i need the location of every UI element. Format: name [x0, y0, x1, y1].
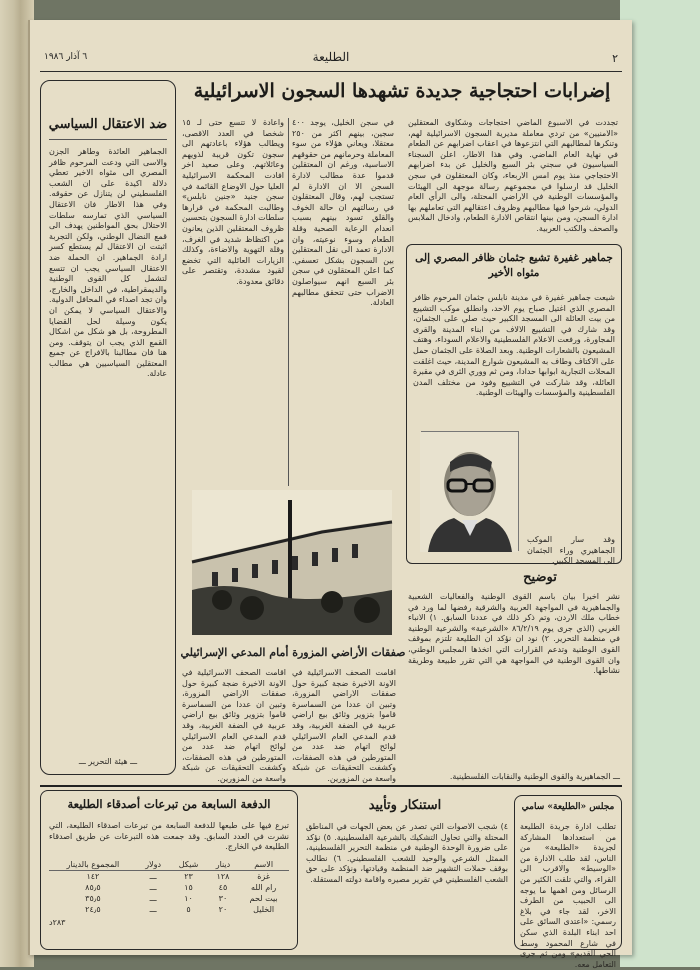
thanks-body: تطلب ادارة جريدة الطليعة من استعدادها المشاركة لجريدة «الطليعة» من الناس، لقد طلب الادارة من «الوسيط» والاقرب الى القراء، والتي تلقت الكثير من الرسائل ومن اهمها ما يوجه الى الحبيب من الطرف الاخر، لقد جاء في بلاغ رسمي: «اعتدى السائق على احد ابناء البلدة الذي سكن في شارع المحمود وسط الحي القديم» ومن ثم جرى التعامل معه. [520, 822, 616, 969]
street-photo [192, 490, 392, 635]
thanks-title: مجلس «الطليعة» سامي [521, 802, 615, 812]
portrait-photo [421, 431, 519, 551]
col-dinar: دينار [208, 859, 239, 871]
photo-article: اقامت الصحف الاسرائيلية في الاونة الاخيرة ضجة كبيرة حول صفقات الاراضي المزورة، وتبين ان عددا من السماسرة قاموا بتزوير وثائق بيع اراضي عربية في الضفة الغربية، وقد قدم المدعي العام الاسرائيلي لوائح اتهام ضد عدد من المتورطين في هذه الصفقات، وكشفت التحقيقات عن شبكة واسعة من المزورين. [292, 668, 396, 783]
obituary-headline: جماهير غفيرة تشيع جثمان ظافر المصري إلى مثواه الأخير [415, 252, 613, 279]
col-name: الاسم [238, 859, 289, 871]
obituary-caption: وقد سار الموكب الجماهيري وراء الجثمان الى المسجد الكبير. [527, 535, 615, 566]
left-column-body: الجماهير العائدة وطاهر الجزن والاسى التي ودعت المرحوم ظافر المصري الى مثواه الاخير تعطي دلالة اكيدة على ان الشعب الفلسطيني لن يتنازل عن حقوقه. وفي هذا الاطار فان الاعتقال السياسي الذي تمارسه سلطات الاحتلال بحق المواطنين يهدف الى قمع النضال الوطني، ولكن التجربة اثبتت ان الاعتقال لم يستطع كسر ارادة الجماهير. ان الحملة ضد الاعتقال السياسي يجب ان تتسع لتشمل كل القوى الوطنية والديمقراطية، في الداخل والخارج، وان تجد اصداء في المحافل الدولية. والاعتقال السياسي لا يمكن ان يكون وسيلة لحل القضايا المطروحة، بل هو شكل من اشكال القمع الذي يجب ان يتوقف. ومن هنا فان مطالبنا بالافراج عن جميع المعتقلين السياسيين هي مطالب عادلة. [49, 147, 167, 379]
table-row: الخليل ٢٠ ٥ ـــ ٢٤٫٥ [85, 905, 275, 914]
table-row: رام الله ٤٥ ١٥ ـــ ٨٥٫٥ [85, 883, 277, 892]
left-column-signature: ـــ هيئة التحرير ـــ [78, 757, 138, 767]
col-shekel: شيكل [169, 859, 207, 871]
main-article-col1: تجددت في الاسبوع الماضي احتجاجات وشكاوى المعتقلين «الامنيين» من تردي معاملة مديرية السجون الاسرائيلية لهم، وتنكرها لمطالبهم التي انتزعوها في اعقاب اضرابهم عن الطعام في نهاية العام الماضي. وفي هذا الاطار، اعلن السجناء السياسيون في سجني بئر السبع والخليل عن بدء اضرابهم الاحتجاجي منذ يوم امس الاربعاء، وكان المعتقلون في سجن الخليل قد ارسلوا في مجموعهم رسالة موجهة الى الهيئات والمؤسسات الوطنية في الاراضي المحتلة، والى الرأي العام الدولي، شرحوا فيها مطالبهم وظروف اعتقالهم التي تعاملهم بها ادارة السجن، ومن بينها انتقاص الادارة الطعام، وادخال الملابس والصحف والكتب العربية. [408, 118, 618, 233]
donations-title: الدفعة السابعة من تبرعات أصدقاء الطليعة [67, 797, 271, 811]
clarification-list: ـــ الجماهيرية والقوى الوطنية والنقابات الفلسطينية. [449, 772, 620, 781]
bottom-rule [40, 785, 622, 787]
background-green [620, 0, 700, 967]
newspaper-page [28, 20, 632, 969]
column-rule [288, 118, 289, 486]
street-image [192, 490, 392, 635]
photo-caption: صفقات الأراضي المزورة أمام المدعي الإسرائيلي [180, 646, 406, 659]
thanks-box [514, 795, 622, 969]
table-row: بيت لحم ٣٠ ١٠ ـــ ٣٥٫٥ [85, 894, 278, 903]
donations-table [49, 859, 289, 939]
left-column-title: ضد الاعتقال السياسي [48, 117, 168, 132]
support-title: استنكار وتأييد [368, 798, 442, 813]
main-article-col3: واعادة لا تتسع حتى لـ ١٥ شخصا في العدد الاقصى، ويطالب هؤلاء باعادتهم الى سجون تكون قريبة لذويهم وعائلاتهم. وعلى صعيد اخر افادت المحكمة الاسرائيلية العليا حول الاوضاع القائمة في سجن جنيد «جنين نابلس» وطالبت المحكمة في قرارها سلطات ادارة السجون بتحسين ظروف المعتقلين الذين يعانون من اكتظاظ شديد في الغرف، وقلة التهوية والاضاءة، وكذلك الزيارات العائلية التي تخضع لقيود مشددة، وتقتصر على دقائق معدودة. [182, 118, 284, 286]
donations-intro: تبرع فيها على طبعها للدفعة السابعة من تبرعات اصدقاء الطليعة، التي نشرت في العدد السابق. وقد جمعت هذه التبرعات عن طريق اصدقاء الطليعة في الخارج. [49, 821, 289, 852]
donations-box [40, 790, 298, 950]
main-headline: إضرابات احتجاجية جديدة تشهدها السجون الاسرائيلية [193, 80, 611, 102]
page-number: ٢ [612, 52, 618, 65]
donations-total: ٢٨٣د [49, 918, 66, 927]
col-total: المجموع بالدينار [49, 859, 137, 871]
issue-date: ٦ آذار ١٩٨٦ [44, 52, 88, 62]
main-article-col2: في سجن الخليل، يوجد ٤٠٠ سجين، بينهم اكثر من ٢٥٠ معتقلا، ويعاني هؤلاء من سوء المعاملة وحرمانهم من حقوقهم الاساسية، ورغم ان المعتقلين قدموا عدة مطالب لادارة السجن الا ان الادارة لم تستجب لهم، وقال المعتقلون في رسالتهم ان حالة الخوف والقلق تسود بينهم بسبب انعدام الرعاية الصحية وقلة الطعام وسوء نوعيته، وان الادارة تعمد الى نقل المعتقلين بين السجون بشكل تعسفي. كما اعلن المعتقلون في سجن بئر السبع انهم سيواصلون الاضراب حتى تتحقق مطالبهم العادلة. [292, 118, 394, 308]
page-header [40, 50, 622, 72]
obituary-body: شيعت جماهير غفيرة في مدينة نابلس جثمان المرحوم ظافر المصري الذي اغتيل صباح يوم الاحد، وانطلق موكب التشييع من بيت العائلة الى المسجد الكبير حيث صلي على الجثمان، وقد شارك في التشييع الالاف من ابناء المدينة والقرى المجاورة، ورفعت الاعلام الفلسطينية والاعلام السوداء، وهتف المشيعون بالشعارات الوطنية. وبعد الصلاة على الجثمان حمل على الاكتاف وطاف به المشيعون شوارع المدينة، حيث اغلقت المحلات التجارية ابوابها حدادا، ومن ثم ووري الثرى في مقبرة العائلة، وقد شاركت في التشييع وفود من مختلف المدن الفلسطينية والمؤسسات والهيئات الوطنية. [413, 293, 615, 398]
clarification-body: نشر اخيرا بيان باسم القوى الوطنية والفعاليات الشعبية والجماهيرية في المواجهة العربية والشرقية رفضها لما ورد في خطاب ملك الاردن، وتم ذكر ذلك في عددنا السابق. ١) الانباء الغربي (الذي جرى يوم ٨٦/٢/١٩ «الشرعية» والشرعية الوطنية في منظمة التحرير. ٢) نود ان نؤكد ان الطليعة تلتزم بموقف القوى الوطنية وتدعم القرارات التي اتخذها المجلس الوطني، وان القوى الوطنية في المواجهة هي التي تقرر طبيعة وطريقة نشاطها. [408, 592, 620, 676]
portrait-image [420, 432, 518, 552]
photo-article-cont: اقامت الصحف الاسرائيلية في الاونة الاخيرة ضجة كبيرة حول صفقات الاراضي المزورة، وتبين ان عددا من السماسرة قاموا بتزوير وثائق بيع اراضي عربية في الضفة الغربية، وقد قدم المدعي العام الاسرائيلي لوائح اتهام ضد عدد من المتورطين في هذه الصفقات، وكشفت التحقيقات عن شبكة واسعة من المزورين. [182, 668, 286, 783]
clarification-title: توضيح [523, 570, 557, 585]
divider [49, 139, 167, 140]
table-row: غزة ١٢٨ ٢٣ ـــ ١٤٢ [86, 872, 271, 881]
support-body: ٤) شجب الاصوات التي تصدر عن بعض الجهات في المناطق المحتلة والتي تحاول التشكيك بالشرعية الفلسطينية. ٥) نؤكد على ضرورة الوحدة الوطنية في منظمة التحرير الفلسطينية، الممثل الشرعي والوحيد للشعب الفلسطيني. ٦) نطالب بوقف حملات التشهير ضد المنظمة وقيادتها، ونؤكد على حق الشعب الفلسطيني في تقرير مصيره واقامة دولته المستقلة. [306, 822, 508, 884]
left-column-box [40, 80, 176, 775]
obituary-box [406, 244, 622, 564]
col-dollar: دولار [137, 859, 170, 871]
masthead: الطليعة [312, 50, 350, 64]
